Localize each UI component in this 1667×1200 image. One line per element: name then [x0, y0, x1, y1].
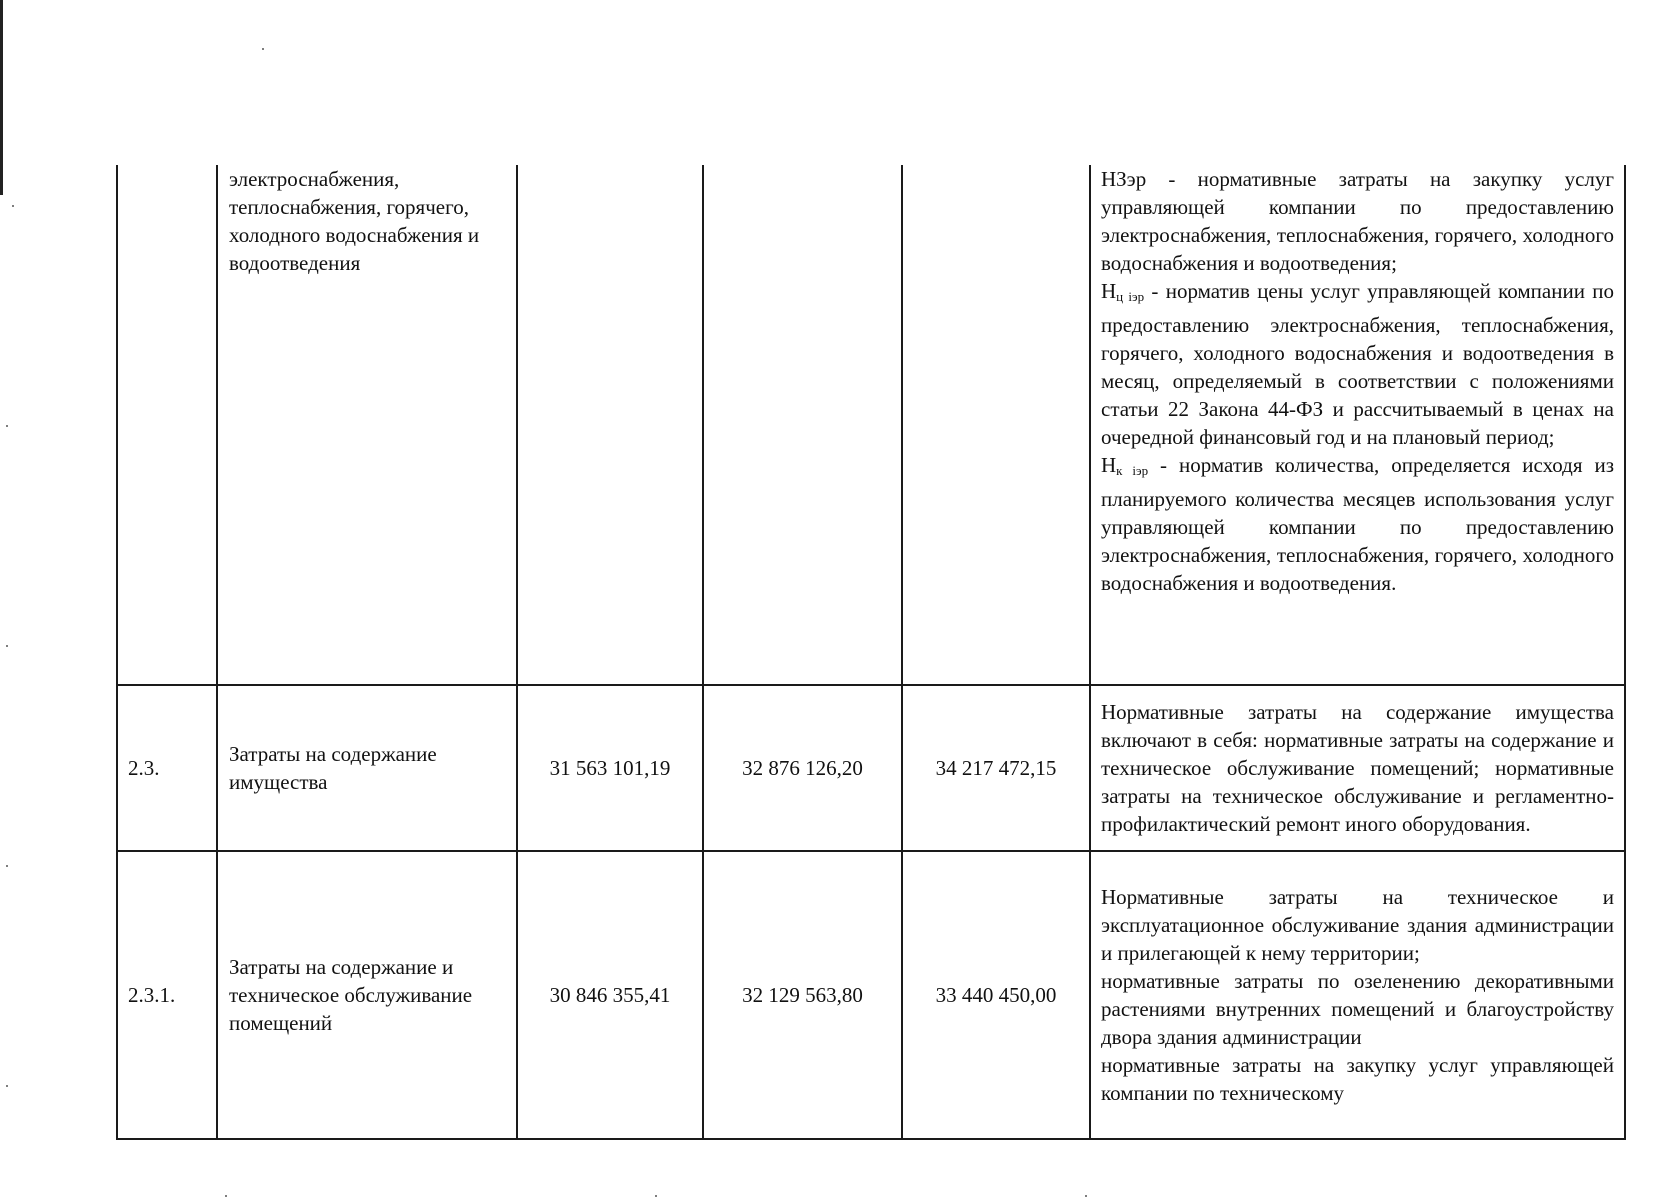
cost-norms-table: [116, 165, 1626, 1140]
value-year-2: 32 876 126,20: [703, 685, 902, 851]
formula-definition: - норматив количества, определяется исходя из планируемого количества месяцев использования услуг управляющей компании по предоставлению электроснабжения, теплоснабжения, горячего, холодного водоснабжения и водоотведения.: [1101, 453, 1614, 595]
description-cell: Нормативные затраты на содержание имущества включают в себя: нормативные затраты на содержание и техническое обслуживание помещений; нормативные затраты на техническое обслуживание и регламентно-профилактический ремонт иного оборудования.: [1090, 685, 1625, 851]
description-cell: [1090, 165, 1625, 685]
description-paragraph: [1101, 451, 1614, 597]
value-year-3: [902, 165, 1090, 685]
formula-subscript: ц iэр: [1116, 289, 1145, 304]
scan-edge-mark: [0, 0, 3, 195]
scan-speck: [6, 1085, 8, 1087]
row-number: [117, 165, 217, 685]
scan-speck: [1085, 1195, 1087, 1197]
value-year-1: 30 846 355,41: [517, 851, 703, 1139]
description-cell: [1090, 851, 1625, 1139]
formula-symbol: Н: [1101, 279, 1117, 303]
description-paragraph: нормативные затраты на закупку услуг управляющей компании по техническому: [1101, 1053, 1614, 1105]
value-year-2: 32 129 563,80: [703, 851, 902, 1139]
description-paragraph: Нормативные затраты на техническое и эксплуатационное обслуживание здания администрации и прилегающей к нему территории;: [1101, 885, 1614, 965]
value-year-2: [703, 165, 902, 685]
scan-speck: [6, 645, 8, 647]
table-row: [117, 851, 1625, 1139]
scan-speck: [262, 48, 264, 50]
value-year-3: 34 217 472,15: [902, 685, 1090, 851]
value-year-1: [517, 165, 703, 685]
formula-symbol: Н: [1101, 453, 1117, 477]
description-paragraph: [1101, 277, 1614, 451]
scan-speck: [6, 425, 8, 427]
value-year-3: 33 440 450,00: [902, 851, 1090, 1139]
row-number: 2.3.1.: [117, 851, 217, 1139]
scan-speck: [12, 205, 14, 207]
table-row: [117, 165, 1625, 685]
description-paragraph: нормативные затраты по озеленению декоративными растениями внутренних помещений и благоустройству двора здания администрации: [1101, 969, 1614, 1049]
formula-subscript: к iэр: [1116, 463, 1149, 478]
value-year-1: 31 563 101,19: [517, 685, 703, 851]
cost-item-name: Затраты на содержание и техническое обслуживание помещений: [217, 851, 517, 1139]
scan-speck: [6, 865, 8, 867]
scan-speck: [655, 1195, 657, 1197]
table-row: [117, 685, 1625, 851]
cost-item-name: Затраты на содержание имущества: [217, 685, 517, 851]
description-paragraph: НЗэр - нормативные затраты на закупку услуг управляющей компании по предоставлению электроснабжения, теплоснабжения, горячего, холодного водоснабжения и водоотведения;: [1101, 167, 1614, 275]
cost-item-name: электроснабжения, теплоснабжения, горячего, холодного водоснабжения и водоотведения: [217, 165, 517, 685]
row-number: 2.3.: [117, 685, 217, 851]
scan-speck: [225, 1195, 227, 1197]
formula-definition: - норматив цены услуг управляющей компании по предоставлению электроснабжения, теплоснабжения, горячего, холодного водоснабжения и водоотведения в месяц, определяемый в соответствии с положениями статьи 22 Закона 44-ФЗ и рассчитываемый в ценах на очередной финансовый год и на плановый период;: [1101, 279, 1614, 449]
